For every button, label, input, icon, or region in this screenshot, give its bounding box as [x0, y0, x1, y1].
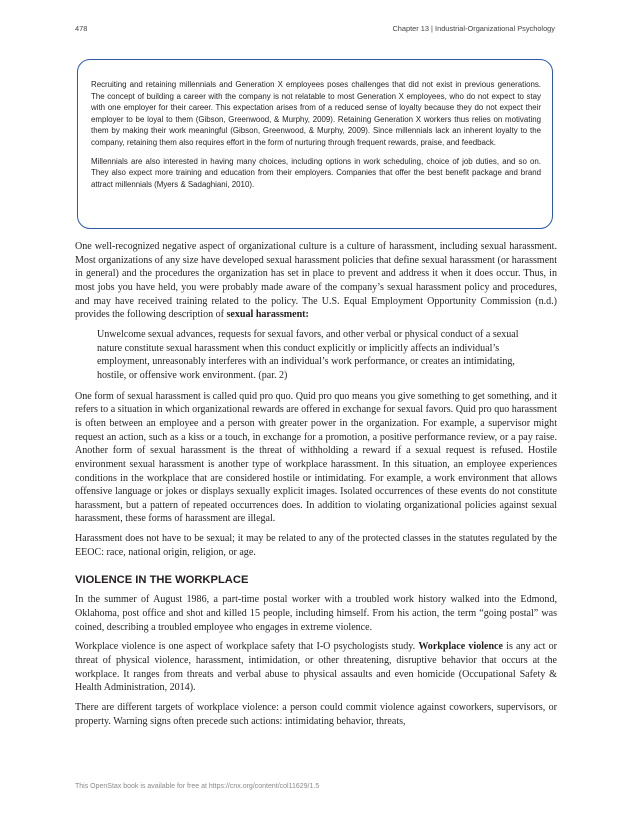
key-term-sexual-harassment: sexual harassment [226, 309, 306, 321]
paragraph-sexual-harassment [75, 240, 557, 322]
paragraph-going-postal: In the summer of August 1986, a part-time postal worker with a troubled work history walked into the Edmond, Oklahoma, post office and shot and killed 15 people, including himself. From his action, the term “going postal” was coined, describing a troubled employee who engages in extreme violence. [75, 594, 557, 633]
paragraph-text: Workplace violence is one aspect of workplace safety that I-O psychologists study. [75, 641, 419, 653]
page-footer: This OpenStax book is available for free at https://cnx.org/content/col11629/1.5 [75, 783, 320, 790]
paragraph-text: One well-recognized negative aspect of organizational culture is a culture of harassment, including sexual harassment. Most organizations of any size have developed sexual harassment policies that define sexual harassment (or harassment in general) and the procedures the organization has set in place to prevent and address it when it does occur. Thus, in most jobs you have held, you were probably made aware of the company’s sexual harassment policy and procedures, and may have received training related to the policy. The U.S. Equal Employment Opportunity Commission (n.d.) provides the following description of [75, 241, 557, 321]
paragraph-quid-pro-quo: One form of sexual harassment is called quid pro quo. Quid pro quo means you give something to get something, and it refers to a situation in which organizational rewards are offered in exchange for sexual favors. Quid pro quo harassment is often between an employee and a person with greater power in the organization. For example, a supervisor might request an action, such as a kiss or a touch, in exchange for a promotion, a positive performance review, or a pay raise. Another form of sexual harassment is the threat of withholding a reward if a sexual request is refused. Hostile environment sexual harassment is another type of workplace harassment. In this situation, an employee experiences conditions in the workplace that are considered hostile or intimidating. For example, a work environment that allows offensive language or jokes or displays sexually explicit images. Isolated occurrences of these events do not constitute harassment, but a pattern of repeated occurrences does. In addition to violating organizational policies against sexual harassment, these forms of harassment are illegal. [75, 390, 557, 525]
feature-paragraph-1: Recruiting and retaining millennials and Generation X employees poses challenges that did not exist in previous generations. The concept of building a career with the company is not relatable to most Generation X employees, who do not expect to stay with one employer for their career. This expectation arises from of a reduced sense of loyalty because they do not expect their employer to be loyal to them (Gibson, Greenwood, & Murphy, 2009). Retaining Generation X workers thus relies on motivating them by making their work meaningful (Gibson, Greenwood, & Murphy, 2009). Since millennials lack an inherent loyalty to the company, retaining them also requires effort in the form of nurturing through frequent rewards, praise, and feedback. [91, 80, 541, 147]
key-term-workplace-violence: Workplace violence [418, 641, 503, 653]
key-term-colon: : [305, 309, 309, 321]
page-number: 478 [75, 24, 88, 33]
page-header [75, 24, 555, 36]
body-text [75, 240, 557, 734]
block-quote: Unwelcome sexual advances, requests for sexual favors, and other verbal or physical conduct of a sexual nature constitute sexual harassment when this conduct explicitly or implicitly affects an individual’s employment, unreasonably interferes with an individual’s work performance, or creates an intimidating, hostile, or offensive work environment. (par. 2) [97, 328, 519, 381]
chapter-title: Chapter 13 | Industrial-Organizational Psychology [392, 24, 555, 33]
paragraph-workplace-violence [75, 640, 557, 695]
feature-box [77, 59, 553, 229]
feature-paragraph-2: Millennials are also interested in having many choices, including options in work scheduling, choice of job duties, and so on. They also expect more training and education from their employers. Companies that offer the best benefit package and brand attract millennials (Myers & Sadaghiani, 2010). [91, 156, 541, 189]
paragraph-text: is any act or threat of physical violence, harassment, intimidation, or other threatening, disruptive behavior that occurs at the workplace. It ranges from threats and verbal abuse to physical assaults and even homicide (Occupational Safety & Health Administration, 2014). [75, 641, 557, 694]
section-heading: VIOLENCE IN THE WORKPLACE [75, 574, 249, 587]
paragraph-protected-classes: Harassment does not have to be sexual; it may be related to any of the protected classes in the statutes regulated by the EEOC: race, national origin, religion, or age. [75, 533, 557, 558]
paragraph-targets: There are different targets of workplace violence: a person could commit violence against coworkers, supervisors, or property. Warning signs often precede such actions: intimidating behavior, threats, [75, 702, 557, 727]
